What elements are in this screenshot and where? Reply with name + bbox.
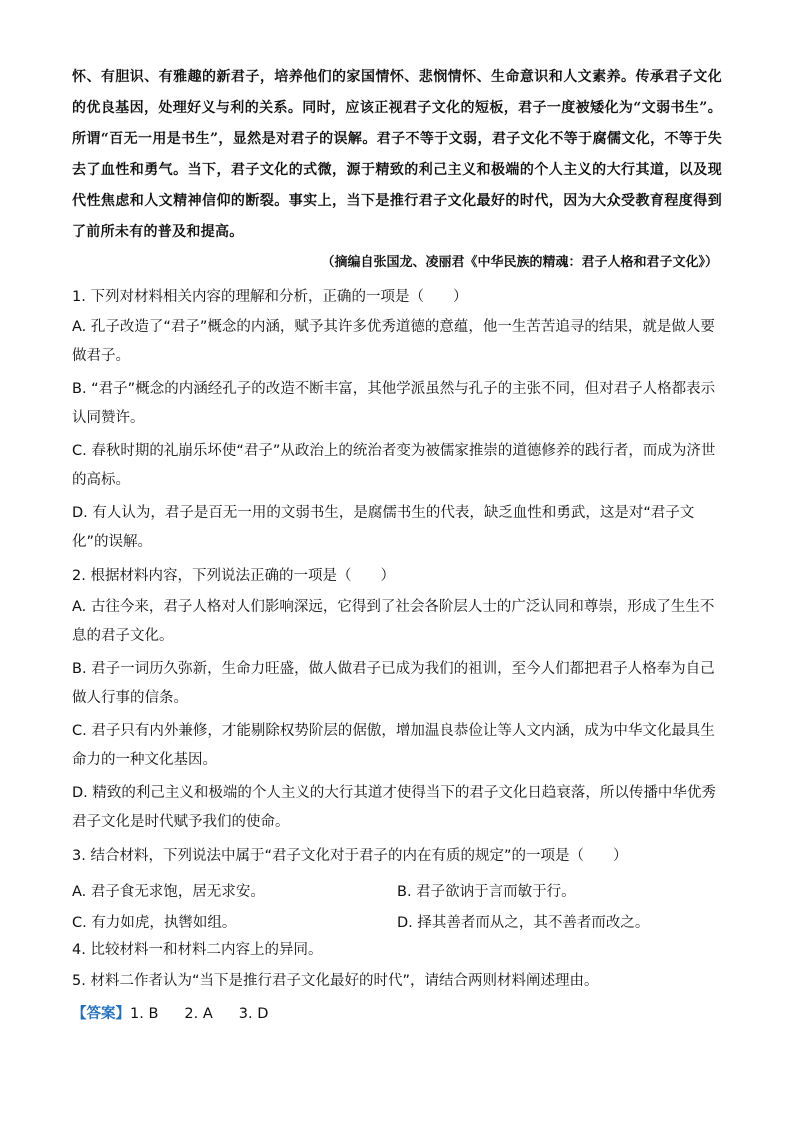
question-4: 4. 比较材料一和材料二内容上的异同。 [72,942,323,958]
question-3-stem: 3. 结合材料，下列说法中属于“君子文化对于君子的内在有质的规定”的一项是（ ） [72,848,628,864]
question-2-option-b: B. 君子一词历久弥新，生命力旺盛，做人做君子已成为我们的祖训，至今人们都把君子人格奉为自己做人行事的信条。 [72,661,715,706]
question-3-option-a: A. 君子食无求饱，居无求安。 [72,884,265,900]
answer-1: 1. B [130,1006,159,1022]
source-citation: （摘编自张国龙、凌丽君《中华民族的精魂：君子人格和君子文化》） [321,255,718,270]
question-1-stem: 1. 下列对材料相关内容的理解和分析，正确的一项是（ ） [72,289,468,305]
material-paragraph: 怀、有胆识、有雅趣的新君子，培养他们的家国情怀、悲悯情怀、生命意识和人文素养。传承君子文化的优良基因，处理好义与利的关系。同时，应该正视君子文化的短板，君子一度被矮化为“文弱书生”。所谓“百无一用是书生”，显然是对君子的误解。君子不等于文弱，君子文化不等于腐儒文化，不等于失去了血性和勇气。当下，君子文化的式微，源于精致的利己主义和极端的个人主义的大行其道，以及现代性焦虑和人文精神信仰的断裂。事实上，当下是推行君子文化最好的时代，因为大众受教育程度得到了前所未有的普及和提高。 [72,69,722,240]
question-3-option-c: C. 有力如虎，执辔如组。 [72,915,237,931]
question-1-option-c: C. 春秋时期的礼崩乐坏使“君子”从政治上的统治者变为被儒家推崇的道德修养的践行者，而成为济世的高标。 [72,443,716,488]
answer-tag: 【答案】 [72,1006,130,1022]
question-2-option-c: C. 君子只有内外兼修，才能剔除权势阶层的倨傲，增加温良恭俭让等人文内涵，成为中华文化最具生命力的一种文化基因。 [72,723,715,768]
question-1-option-d: D. 有人认为，君子是百无一用的文弱书生，是腐儒书生的代表，缺乏血性和勇武，这是对“君子文化”的误解。 [72,505,695,550]
question-1-option-a: A. 孔子改造了“君子”概念的内涵，赋予其许多优秀道德的意蕴，他一生苦苦追寻的结果，就是做人要做君子。 [72,319,715,364]
answer-line [72,1002,294,1023]
answer-3: 3. D [238,1006,269,1022]
question-2-option-d: D. 精致的利己主义和极端的个人主义的大行其道才使得当下的君子文化日趋衰落，所以传播中华优秀君子文化是时代赋予我们的使命。 [72,785,716,830]
question-1-option-b: B. “君子”概念的内涵经孔子的改造不断丰富，其他学派虽然与孔子的主张不同，但对君子人格都表示认同赞许。 [72,381,716,426]
question-5: 5. 材料二作者认为“当下是推行君子文化最好的时代”，请结合两则材料阐述理由。 [72,973,599,989]
question-2-option-a: A. 古往今来，君子人格对人们影响深远，它得到了社会各阶层人士的广泛认同和尊崇，形成了生生不息的君子文化。 [72,599,715,644]
question-3-option-b: B. 君子欲讷于言而敏于行。 [397,884,576,900]
question-3-option-d: D. 择其善者而从之，其不善者而改之。 [397,915,650,931]
question-2-stem: 2. 根据材料内容，下列说法正确的一项是（ ） [72,568,395,584]
answer-2: 2. A [184,1006,213,1022]
